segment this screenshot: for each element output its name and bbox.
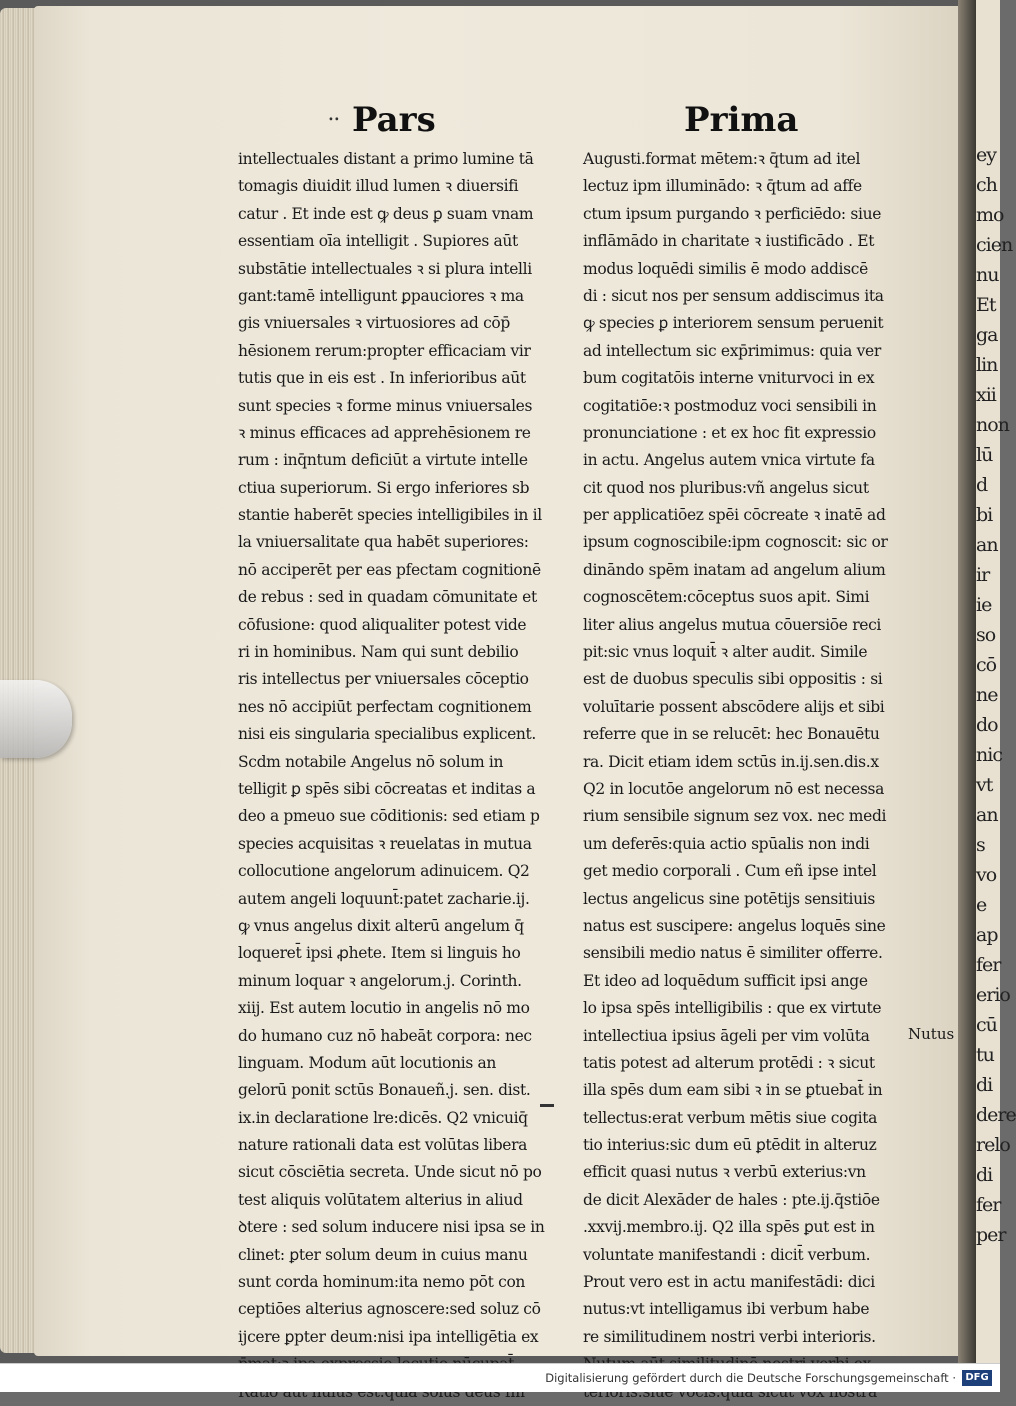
text-line: ctiua superiorum. Si ergo inferiores sb [238,478,530,497]
text-line: collocutione angelorum adinuicem. Q2 [238,862,530,881]
text-line: illa spēs dum eam sibi ꝛ in se ꝑtuebat̄ in [583,1081,883,1100]
marginal-note: Nutus [908,1025,955,1043]
text-line: Et ideo ad loquēdum sufficit ipsi ange [583,971,868,990]
text-line: essentiam oīa intelligit . Supiores aūt [238,232,518,251]
text-line: ꝙ species ꝑ interiorem sensum peruenit [583,314,884,333]
text-line: per applicatiōez spēi cōcreate ꝛ inatē ad [583,506,886,525]
text-line: lectuz ipm illuminādo: ꝛ q̄tum ad affe [583,177,862,196]
text-line: ijcere ꝑpter deum:nisi ipa intelligētia ex [238,1327,539,1346]
right-text-column [583,146,923,1406]
text-line: nutus:vt intelligamus ibi verbum habe [583,1300,870,1319]
text-line: dināndo spēm inatam ad angelum alium [583,560,886,579]
text-line: ri in hominibus. Nam qui sunt debilio [238,643,519,662]
text-line: nō acciperēt per eas pfectam cognitionē [238,560,541,579]
text-line: in actu. Angelus autem vnica virtute fa [583,451,875,470]
text-line: di : sicut nos per sensum addiscimus ita [583,286,884,305]
text-line: ix.in declaratione lre:dicēs. Q2 vnicuiq̄ [238,1108,528,1127]
footer-credit: Digitalisierung gefördert durch die Deutsche Forschungsgemeinschaft · [545,1371,956,1385]
text-line: lectus angelicus sine potētijs sensitiuis [583,889,875,908]
text-line: tatis potest ad alterum protēdi : ꝛ sicut [583,1053,875,1072]
text-line: Scdm notabile Angelus nō solum in [238,752,504,771]
text-line: do humano cuz nō habeāt corpora: nec [238,1026,532,1045]
text-line: sunt species ꝛ forme minus vniuersales [238,396,533,415]
text-line: nature rationali data est volūtas libera [238,1136,528,1155]
text-line: efficit quasi nutus ꝛ verbū exterius:vn [583,1163,866,1182]
text-line: stantie haberēt species intelligibiles in il [238,506,542,525]
text-line: species acquisitas ꝛ reuelatas in mutua [238,834,532,853]
text-line: re similitudinem nostri verbi interioris. [583,1327,876,1346]
text-line: natus est suscipere: angelus loquēs sine [583,916,886,935]
text-line: gelorū ponit sctūs Bonaueñ.j. sen. dist. [238,1081,531,1100]
text-line: rum : inq̄ntum deficiūt a virtute intelle [238,451,528,470]
text-line: autem angeli loquunt̄:patet zacharie.ij. [238,889,530,908]
text-line: ceptiōes alterius agnoscere:sed soluz cō [238,1300,541,1319]
gutter-shadow [958,0,976,1363]
text-line: telligit ꝑ spēs sibi cōcreatas et inditas a [238,779,536,798]
text-line: Q2 in locutōe angelorum nō est necessa [583,779,884,798]
text-line: substātie intellectuales ꝛ si plura intelli [238,259,532,278]
text-line: ꝙ vnus angelus dixit alterū angelum q̄ [238,916,524,935]
margin-mark: ⸳⸳ [328,104,340,129]
text-line: est de duobus speculis sibi oppositis : si [583,670,883,689]
text-line: gant:tamē intelligunt ꝑpauciores ꝛ ma [238,286,524,305]
text-line: la vniuersalitate qua habēt superiores: [238,533,529,552]
text-line: .xxvij.membro.ij. Q2 illa spēs ꝑut est in [583,1218,875,1237]
text-line: Augusti.format mētem:ꝛ q̄tum ad itel [583,150,861,168]
text-line: referre que in se relucēt: hec Bonauētu [583,725,880,744]
text-line: hēsionem rerum:propter efficaciam vir [238,341,531,360]
text-line: cōfusione: quod aliqualiter potest vide [238,615,527,634]
text-line: ctum ipsum purgando ꝛ perficiēdo: siue [583,204,882,223]
text-line: ris intellectus per vniuersales cōceptio [238,670,529,689]
text-line: linguam. Modum aūt locutionis an [238,1053,497,1072]
text-line: lo ipsa spēs intelligibilis : que ex virtute [583,999,882,1018]
text-line: catur . Et inde est ꝙ deus ꝑ suam vnam [238,204,534,223]
running-head-left: Pars [352,100,436,140]
text-line: cit quod nos pluribus:vñ angelus sicut [583,478,869,497]
text-line: loqueret̄ ipsi ꝓhete. Item si linguis ho [238,944,521,963]
text-line: xiij. Est autem locutio in angelis nō mo [238,999,530,1018]
text-line: pronunciatione : et ex hoc fit expressio [583,423,876,442]
text-line: ad intellectum sic exp̄rimimus: quia ver [583,341,881,360]
text-line: get medio corporali . Cum eñ ipse intel [583,862,877,881]
text-line: Prout vero est in actu manifestādi: dici [583,1273,875,1292]
text-line: ra. Dicit etiam idem sctūs in.ij.sen.dis.x [583,752,879,771]
text-line: sensibili medio natus ē similiter offerre. [583,944,883,963]
text-line: ꝺtere : sed solum inducere nisi ipsa se in [238,1218,545,1237]
text-line: intellectuales distant a primo lumine tā [238,150,534,168]
text-line: ꝛ minus efficaces ad apprehēsionem re [238,423,531,442]
text-line: de dicit Alexāder de hales : pte.ij.q̄stiōe [583,1190,880,1209]
text-line: modus loquēdi similis ē modo addiscē [583,259,868,278]
footer-bar [0,1363,1000,1392]
text-line: clinet: ꝑter solum deum in cuius manu [238,1245,528,1264]
book-clip [0,680,72,758]
text-line: gis vniuersales ꝛ virtuosiores ad cōp̄ [238,314,510,333]
text-line: tellectus:erat verbum mētis siue cogita [583,1108,878,1127]
text-line: de rebus : sed in quadam cōmunitate et [238,588,537,607]
text-line: minum loquar ꝛ angelorum.j. Corinth. [238,971,522,990]
text-line: cognoscētem:cōceptus suos apit. Simi [583,588,870,607]
text-line: inflāmādo in charitate ꝛ iustificādo . Et [583,232,875,251]
text-line: test aliquis volūtatem alterius in aliud [238,1190,523,1209]
text-line: ipsum cognoscibile:ipm cognoscit: sic or [583,533,888,552]
left-text-column [238,146,568,1406]
text-line: nes nō accipiūt perfectam cognitionem [238,697,532,716]
text-line: pit:sic vnus loquit̄ ꝛ alter audit. Simile [583,643,868,662]
text-line: voluītarie possent abscōdere alijs et sibi [583,697,885,716]
text-line: um deferēs:quia actio spūalis non indi [583,834,870,853]
running-head-right: Prima [684,100,799,140]
text-line: intellectiua ipsius āgeli per vim volūta [583,1026,870,1045]
facing-page-text: ey ch mo cien nu Et ga lin xii non lū d bi an ir ie so cō ne do nic vt an s vo e ap fer erio cū tu di dere relo di fer per [976,144,1016,1246]
text-line: nisi eis singularia specialibus explicent. [238,725,536,744]
text-line: tio interius:sic dum eū ꝑtēdit in alteruz [583,1136,877,1155]
text-line: bum cogitatōis interne vniturvoci in ex [583,369,875,388]
dfg-logo: DFG [962,1370,992,1386]
text-line: tutis que in eis est . In inferioribus aūt [238,369,526,388]
text-line: liter alius angelus mutua cōuersiōe reci [583,615,882,634]
text-line: sicut cōsciētia secreta. Unde sicut nō po [238,1163,542,1182]
text-line: cogitatiōe:ꝛ postmoduz voci sensibili in [583,396,877,415]
text-line: voluntate manifestandi : dicit̄ verbum. [583,1245,871,1264]
text-line: tomagis diuidit illud lumen ꝛ diuersi̇fi [238,177,519,196]
text-line: deo a pmeuo sue cōditionis: sed etiam p [238,807,540,826]
signature-mark [540,1104,554,1107]
text-line: rium sensibile signum sez vox. nec medi [583,807,887,826]
text-line: sunt corda hominum:ita nemo pōt con [238,1273,526,1292]
